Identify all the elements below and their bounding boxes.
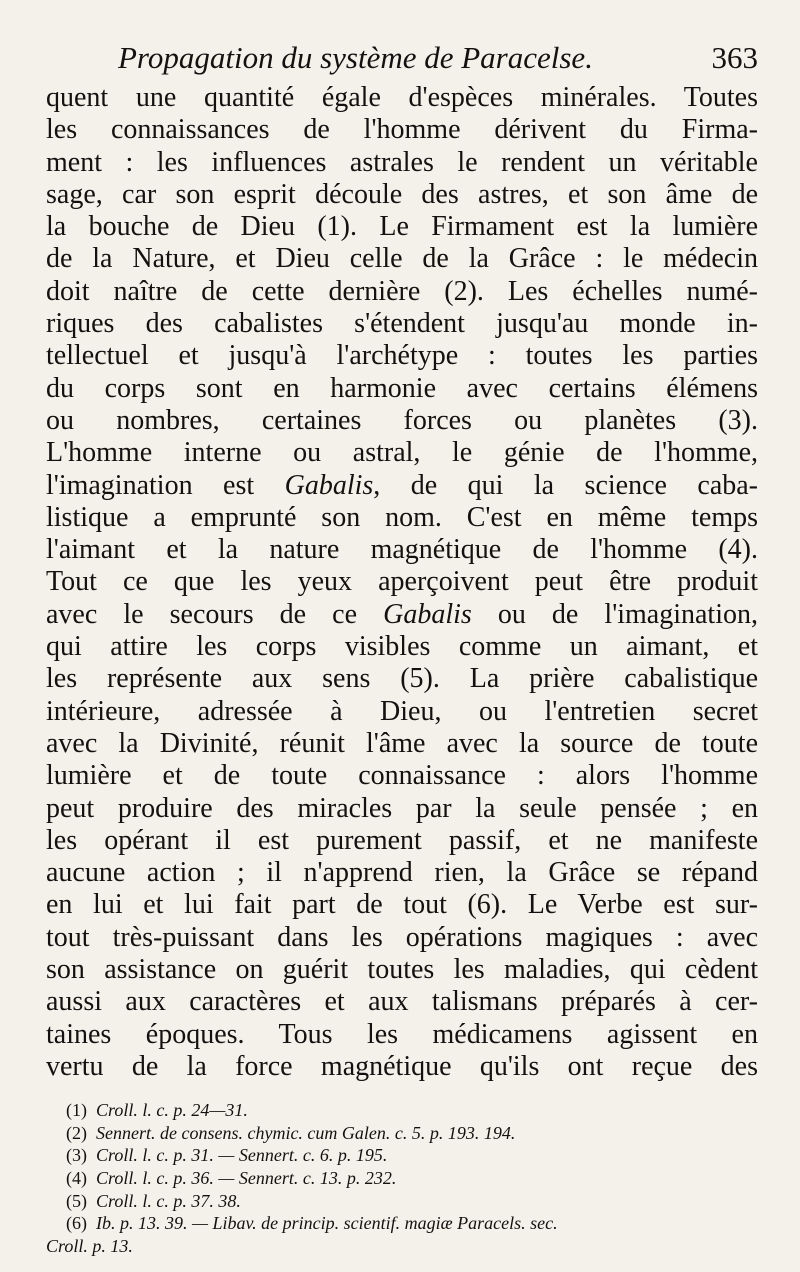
text-line: peut produire des miracles par la seule pensée ; en <box>46 792 758 824</box>
text-line: l'aimant et la nature magnétique de l'homme (4). <box>46 534 758 566</box>
text-line: listique a emprunté son nom. C'est en même temps <box>46 501 758 533</box>
footnote <box>66 1099 758 1122</box>
footnote-number: (1) <box>66 1100 87 1121</box>
text-line: ment : les influences astrales le rendent un véritable <box>46 146 758 178</box>
running-header <box>118 38 758 82</box>
text-line: son assistance on guérit toutes les maladies, qui cèdent <box>46 954 758 986</box>
footnote <box>66 1144 758 1167</box>
footnote-text: Croll. l. c. p. 37. 38. <box>96 1190 241 1211</box>
footnote-text: Ib. p. 13. 39. — Libav. de princip. scientif. magiæ Paracels. sec. <box>96 1213 558 1234</box>
footnote-number: (2) <box>66 1122 87 1143</box>
text-line: Tout ce que les yeux aperçoivent peut être produit <box>46 566 758 598</box>
footnote-number: (5) <box>66 1190 87 1211</box>
running-title: Propagation du système de Paracelse. <box>118 40 593 75</box>
footnote-text: Croll. l. c. p. 31. — Sennert. c. 6. p. 195. <box>96 1145 388 1166</box>
text-line: lumière et de toute connaissance : alors l'homme <box>46 760 758 792</box>
text-line: intérieure, adressée à Dieu, ou l'entretien secret <box>46 695 758 727</box>
page-number: 363 <box>711 40 758 75</box>
text-line: vertu de la force magnétique qu'ils ont reçue des <box>46 1050 758 1082</box>
body-text <box>46 82 758 1083</box>
footnote <box>66 1212 758 1235</box>
footnote <box>66 1190 758 1213</box>
text-line: sage, car son esprit découle des astres, et son âme de <box>46 178 758 210</box>
text-line: les représente aux sens (5). La prière cabalistique <box>46 663 758 695</box>
footnote-text: Sennert. de consens. chymic. cum Galen. c. 5. p. 193. 194. <box>96 1122 516 1143</box>
text-line: tout très-puissant dans les opérations magiques : avec <box>46 921 758 953</box>
italic-term: Gabalis <box>284 469 374 501</box>
footnote-number: (3) <box>66 1145 87 1166</box>
text-line: avec le secours de ce Gabalis ou de l'imagination, <box>46 598 758 630</box>
text-line: du corps sont en harmonie avec certains élémens <box>46 372 758 404</box>
text-line: aucune action ; il n'apprend rien, la Grâce se répand <box>46 857 758 889</box>
text-line: les connaissances de l'homme dérivent du Firma- <box>46 114 758 146</box>
text-line: la bouche de Dieu (1). Le Firmament est la lumière <box>46 211 758 243</box>
footnote-text: Croll. l. c. p. 36. — Sennert. c. 13. p. 232. <box>96 1167 397 1188</box>
text-line: riques des cabalistes s'étendent jusqu'au monde in- <box>46 308 758 340</box>
text-line: ou nombres, certaines forces ou planètes (3). <box>46 404 758 436</box>
footnote-number: (6) <box>66 1213 87 1234</box>
text-line: doit naître de cette dernière (2). Les échelles numé- <box>46 275 758 307</box>
text-line: l'imagination est Gabalis, de qui la science caba- <box>46 469 758 501</box>
text-line: L'homme interne ou astral, le génie de l'homme, <box>46 437 758 469</box>
italic-term: Gabalis <box>383 598 472 630</box>
text-line: aussi aux caractères et aux talismans préparés à cer- <box>46 986 758 1018</box>
text-line: qui attire les corps visibles comme un aimant, et <box>46 631 758 663</box>
footnote <box>66 1167 758 1190</box>
text-line: quent une quantité égale d'espèces minérales. Toutes <box>46 82 758 113</box>
text-line: tellectuel et jusqu'à l'archétype : toutes les parties <box>46 340 758 372</box>
text-line: en lui et lui fait part de tout (6). Le Verbe est sur- <box>46 889 758 921</box>
footnotes <box>46 1099 758 1257</box>
text-line: de la Nature, et Dieu celle de la Grâce : le médecin <box>46 243 758 275</box>
footnote-continuation: Croll. p. 13. <box>46 1235 133 1256</box>
footnote-number: (4) <box>66 1167 87 1188</box>
text-line: taines époques. Tous les médicamens agissent en <box>46 1018 758 1050</box>
text-line: avec la Divinité, réunit l'âme avec la source de toute <box>46 727 758 759</box>
text-line: les opérant il est purement passif, et ne manifeste <box>46 824 758 856</box>
footnote-text: Croll. l. c. p. 24—31. <box>96 1100 248 1121</box>
footnote <box>66 1122 758 1145</box>
